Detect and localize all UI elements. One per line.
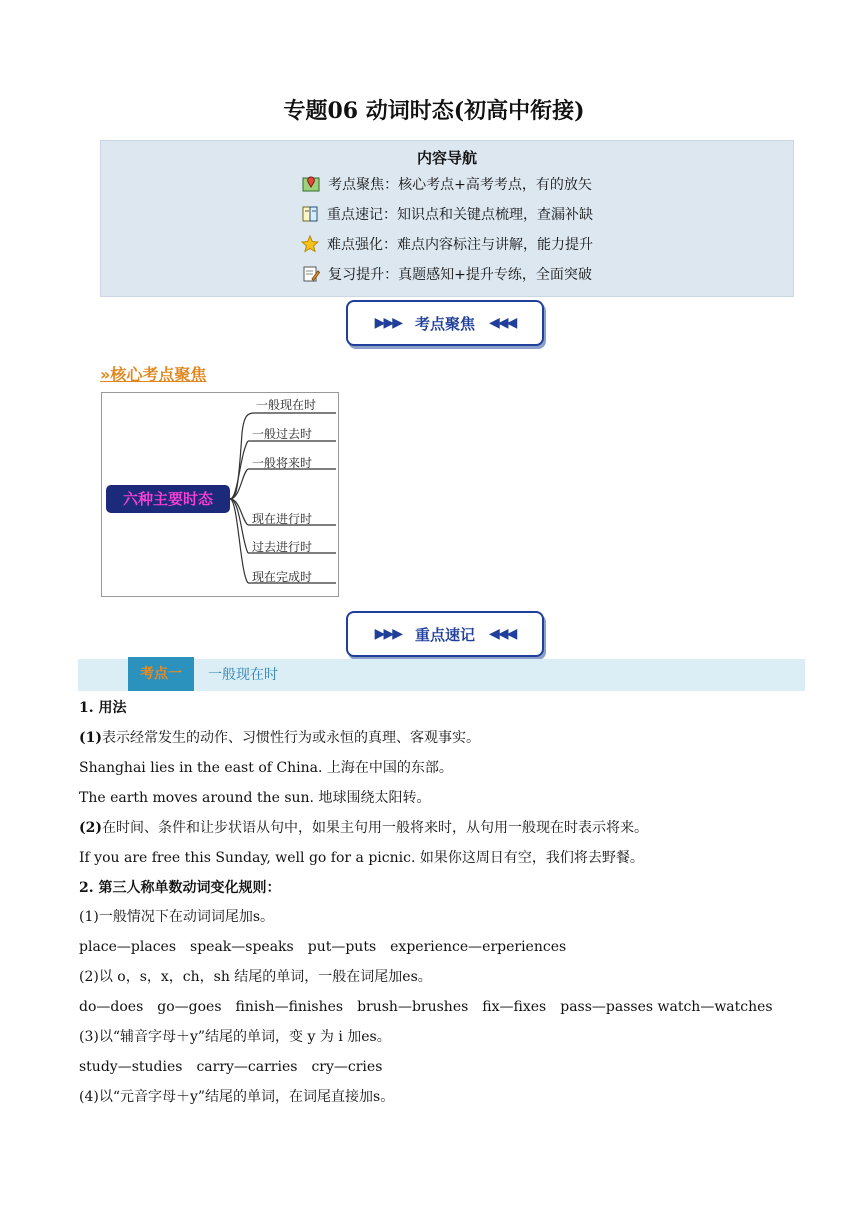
word-pair: pass—passes watch—watches <box>560 999 773 1015</box>
mindmap-leaf: 一般将来时 <box>252 456 313 470</box>
word-pair: cry—cries <box>311 1059 383 1075</box>
rule-2: (2)以 o，s，x，ch，sh 结尾的单词，一般在词尾加es。 <box>79 969 432 985</box>
usage-point-2 <box>79 817 648 837</box>
tense-mindmap <box>101 392 339 597</box>
word-pair: study—studies <box>79 1059 183 1075</box>
word-pair: brush—brushes <box>357 999 469 1015</box>
nav-item-review <box>101 264 793 286</box>
book-icon <box>301 205 319 223</box>
banner-label: 考点聚焦 <box>414 314 475 333</box>
word-pair: experience—erperiences <box>390 939 567 955</box>
nav-item-label: 考点聚焦：核心考点+高考考点，有的放矢 <box>328 177 592 193</box>
mindmap-leaf: 现在完成时 <box>252 570 313 584</box>
example-sentence: If you are free this Sunday, well go for a picnic. 如果你这周日有空，我们将去野餐。 <box>79 850 644 866</box>
banner-label: 重点速记 <box>414 625 475 644</box>
mindmap-leaf: 过去进行时 <box>252 540 313 554</box>
core-focus-title: »核心考点聚焦 <box>100 365 207 384</box>
left-arrows-icon: ◀◀◀ <box>489 315 516 331</box>
example-sentence: The earth moves around the sun. 地球围绕太阳转。 <box>79 790 431 806</box>
right-arrows-icon: ▶▶▶ <box>374 626 401 642</box>
point-number: (2) <box>79 820 102 836</box>
section-heading-rules: 2. 第三人称单数动词变化规则： <box>79 880 281 896</box>
mindmap-leaf: 一般现在时 <box>256 398 317 412</box>
map-icon <box>302 175 320 193</box>
rule-1: (1)一般情况下在动词词尾加s。 <box>79 909 275 925</box>
nav-item-label: 重点速记：知识点和关键点梳理，查漏补缺 <box>327 207 593 223</box>
nav-item-difficulty <box>101 234 793 256</box>
edit-icon <box>302 265 320 283</box>
word-pair: place—places <box>79 939 177 955</box>
section-banner-focus <box>346 300 544 346</box>
word-pair: go—goes <box>157 999 222 1015</box>
content-navigation <box>100 140 794 297</box>
word-pair: speak—speaks <box>190 939 294 955</box>
mindmap-leaf: 一般过去时 <box>252 427 313 441</box>
word-pair: carry—carries <box>196 1059 298 1075</box>
usage-point-1 <box>79 727 480 747</box>
page-title: 专题06 动词时态(初高中衔接) <box>283 98 585 124</box>
word-pair: do—does <box>79 999 144 1015</box>
word-pair: fix—fixes <box>482 999 547 1015</box>
section-heading-usage: 1. 用法 <box>79 700 127 716</box>
nav-item-memo <box>101 204 793 226</box>
star-icon <box>301 235 319 253</box>
kd-title: 一般现在时 <box>208 667 278 683</box>
word-examples <box>79 1059 396 1075</box>
rule-3: (3)以“辅音字母＋y”结尾的单词，变 y 为 i 加es。 <box>79 1029 391 1045</box>
mindmap-leaf: 现在进行时 <box>252 512 313 526</box>
nav-item-label: 复习提升：真题感知+提升专练，全面突破 <box>328 267 592 283</box>
word-examples <box>79 939 580 955</box>
section-banner-memo <box>346 611 544 657</box>
point-text: 表示经常发生的动作、习惯性行为或永恒的真理、客观事实。 <box>102 730 480 746</box>
nav-item-label: 难点强化：难点内容标注与讲解，能力提升 <box>327 237 593 253</box>
mindmap-center: 六种主要时态 <box>106 485 230 513</box>
nav-heading: 内容导航 <box>416 149 477 167</box>
example-sentence: Shanghai lies in the east of China. 上海在中国的东部。 <box>79 760 453 776</box>
point-number: (1) <box>79 730 102 746</box>
rule-4: (4)以“元音字母＋y”结尾的单词，在词尾直接加s。 <box>79 1089 395 1105</box>
point-text: 在时间、条件和让步状语从句中，如果主句用一般将来时，从句用一般现在时表示将来。 <box>102 820 648 836</box>
word-pair: put—puts <box>307 939 377 955</box>
word-pair: finish—finishes <box>235 999 344 1015</box>
kd-tag: 考点一 <box>128 657 194 691</box>
right-arrows-icon: ▶▶▶ <box>374 315 401 331</box>
word-examples <box>79 999 787 1015</box>
nav-item-focus <box>101 174 793 196</box>
left-arrows-icon: ◀◀◀ <box>489 626 516 642</box>
